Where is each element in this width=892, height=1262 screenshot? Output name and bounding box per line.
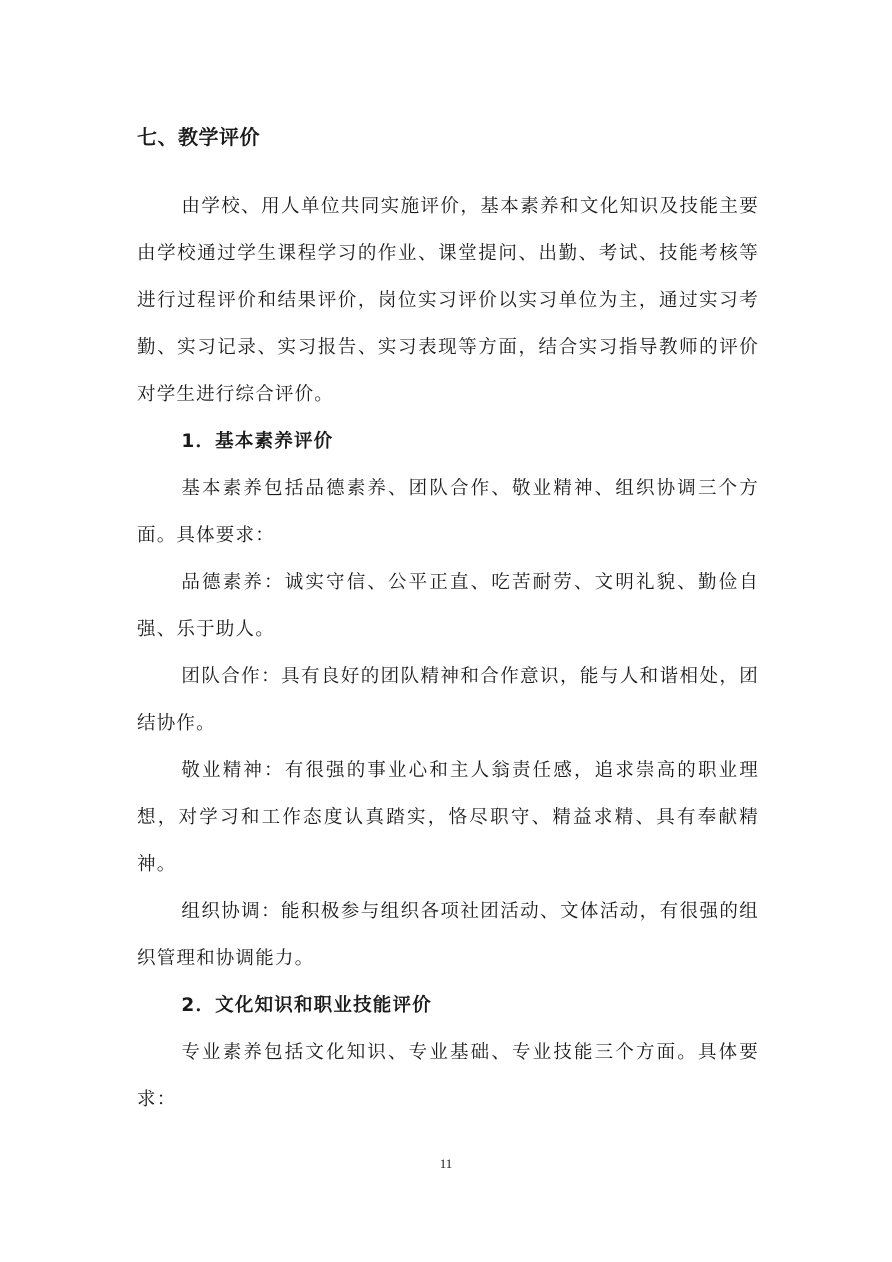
item-teamwork: 团队合作：具有良好的团队精神和合作意识，能与人和谐相处，团结协作。 (137, 666, 759, 734)
item-moral-quality: 品德素养：诚实守信、公平正直、吃苦耐劳、文明礼貌、勤俭自强、乐于助人。 (137, 572, 759, 640)
page-content (137, 118, 759, 1123)
page-number: 11 (439, 1156, 453, 1171)
subsection-heading-basic-quality: 1．基本素养评价 (181, 431, 334, 452)
intro-paragraph: 由学校、用人单位共同实施评价，基本素养和文化知识及技能主要由学校通过学生课程学习的作业、课堂提问、出勤、考试、技能考核等进行过程评价和结果评价，岗位实习评价以实习单位为主，通过实习考勤、实习记录、实习报告、实习表现等方面，结合实习指导教师的评价对学生进行综合评价。 (137, 196, 759, 405)
subsection-heading-knowledge-skills: 2．文化知识和职业技能评价 (181, 995, 432, 1016)
item-coordination: 组织协调：能积极参与组织各项社团活动、文体活动，有很强的组织管理和协调能力。 (137, 901, 759, 969)
item-dedication: 敬业精神：有很强的事业心和主人翁责任感，追求崇高的职业理想，对学习和工作态度认真踏实，恪尽职守、精益求精、具有奉献精神。 (137, 760, 759, 875)
section-heading: 七、教学评价 (137, 125, 260, 149)
knowledge-skills-summary: 专业素养包括文化知识、专业基础、专业技能三个方面。具体要求： (137, 1042, 759, 1110)
basic-quality-summary: 基本素养包括品德素养、团队合作、敬业精神、组织协调三个方面。具体要求： (137, 478, 759, 546)
